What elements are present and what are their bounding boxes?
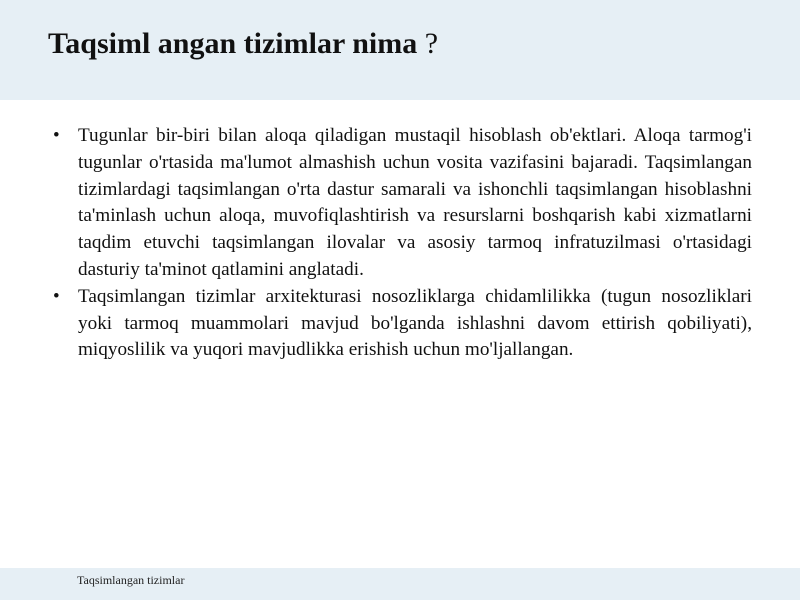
bullet-list <box>50 123 752 364</box>
footer-text: Taqsimlangan tizimlar <box>77 573 185 587</box>
slide-title-main: Taqsiml angan tizimlar nima <box>48 27 418 60</box>
list-item <box>50 123 752 284</box>
bullet-icon: • <box>53 125 60 146</box>
bullet-text: Tugunlar bir-biri bilan aloqa qiladigan mustaqil hisoblash ob'ektlari. Aloqa tarmog'i tugunlar o'rtasida ma'lumot almashish uchun vosita vazifasini bajaradi. Taqsimlangan tizimlardagi taqsimlangan o'rta dastur samarali va ishonchli taqsimlangan hisoblashni ta'minlash uchun aloqa, muvofiqlashtirish va resurslarni boshqarish kabi xizmatlarni taqdim etuvchi taqsimlangan ilovalar va asosiy tarmoq infratuzilmasi o'rtasidagi dasturiy ta'minot qatlamini anglatadi. <box>78 125 752 280</box>
slide-title <box>48 24 438 64</box>
bullet-icon: • <box>53 285 60 307</box>
list-item <box>50 284 752 364</box>
bullet-text: Taqsimlangan tizimlar arxitekturasi nosozliklarga chidamlilikka (tugun nosozliklari yoki tarmoq muammolari mavjud bo'lganda ishlashni davom ettirish qobiliyati), miqyoslilik va yuqori mavjudlikka erishish uchun mo'ljallangan. <box>78 285 752 361</box>
slide-title-question-mark: ? <box>417 27 439 60</box>
